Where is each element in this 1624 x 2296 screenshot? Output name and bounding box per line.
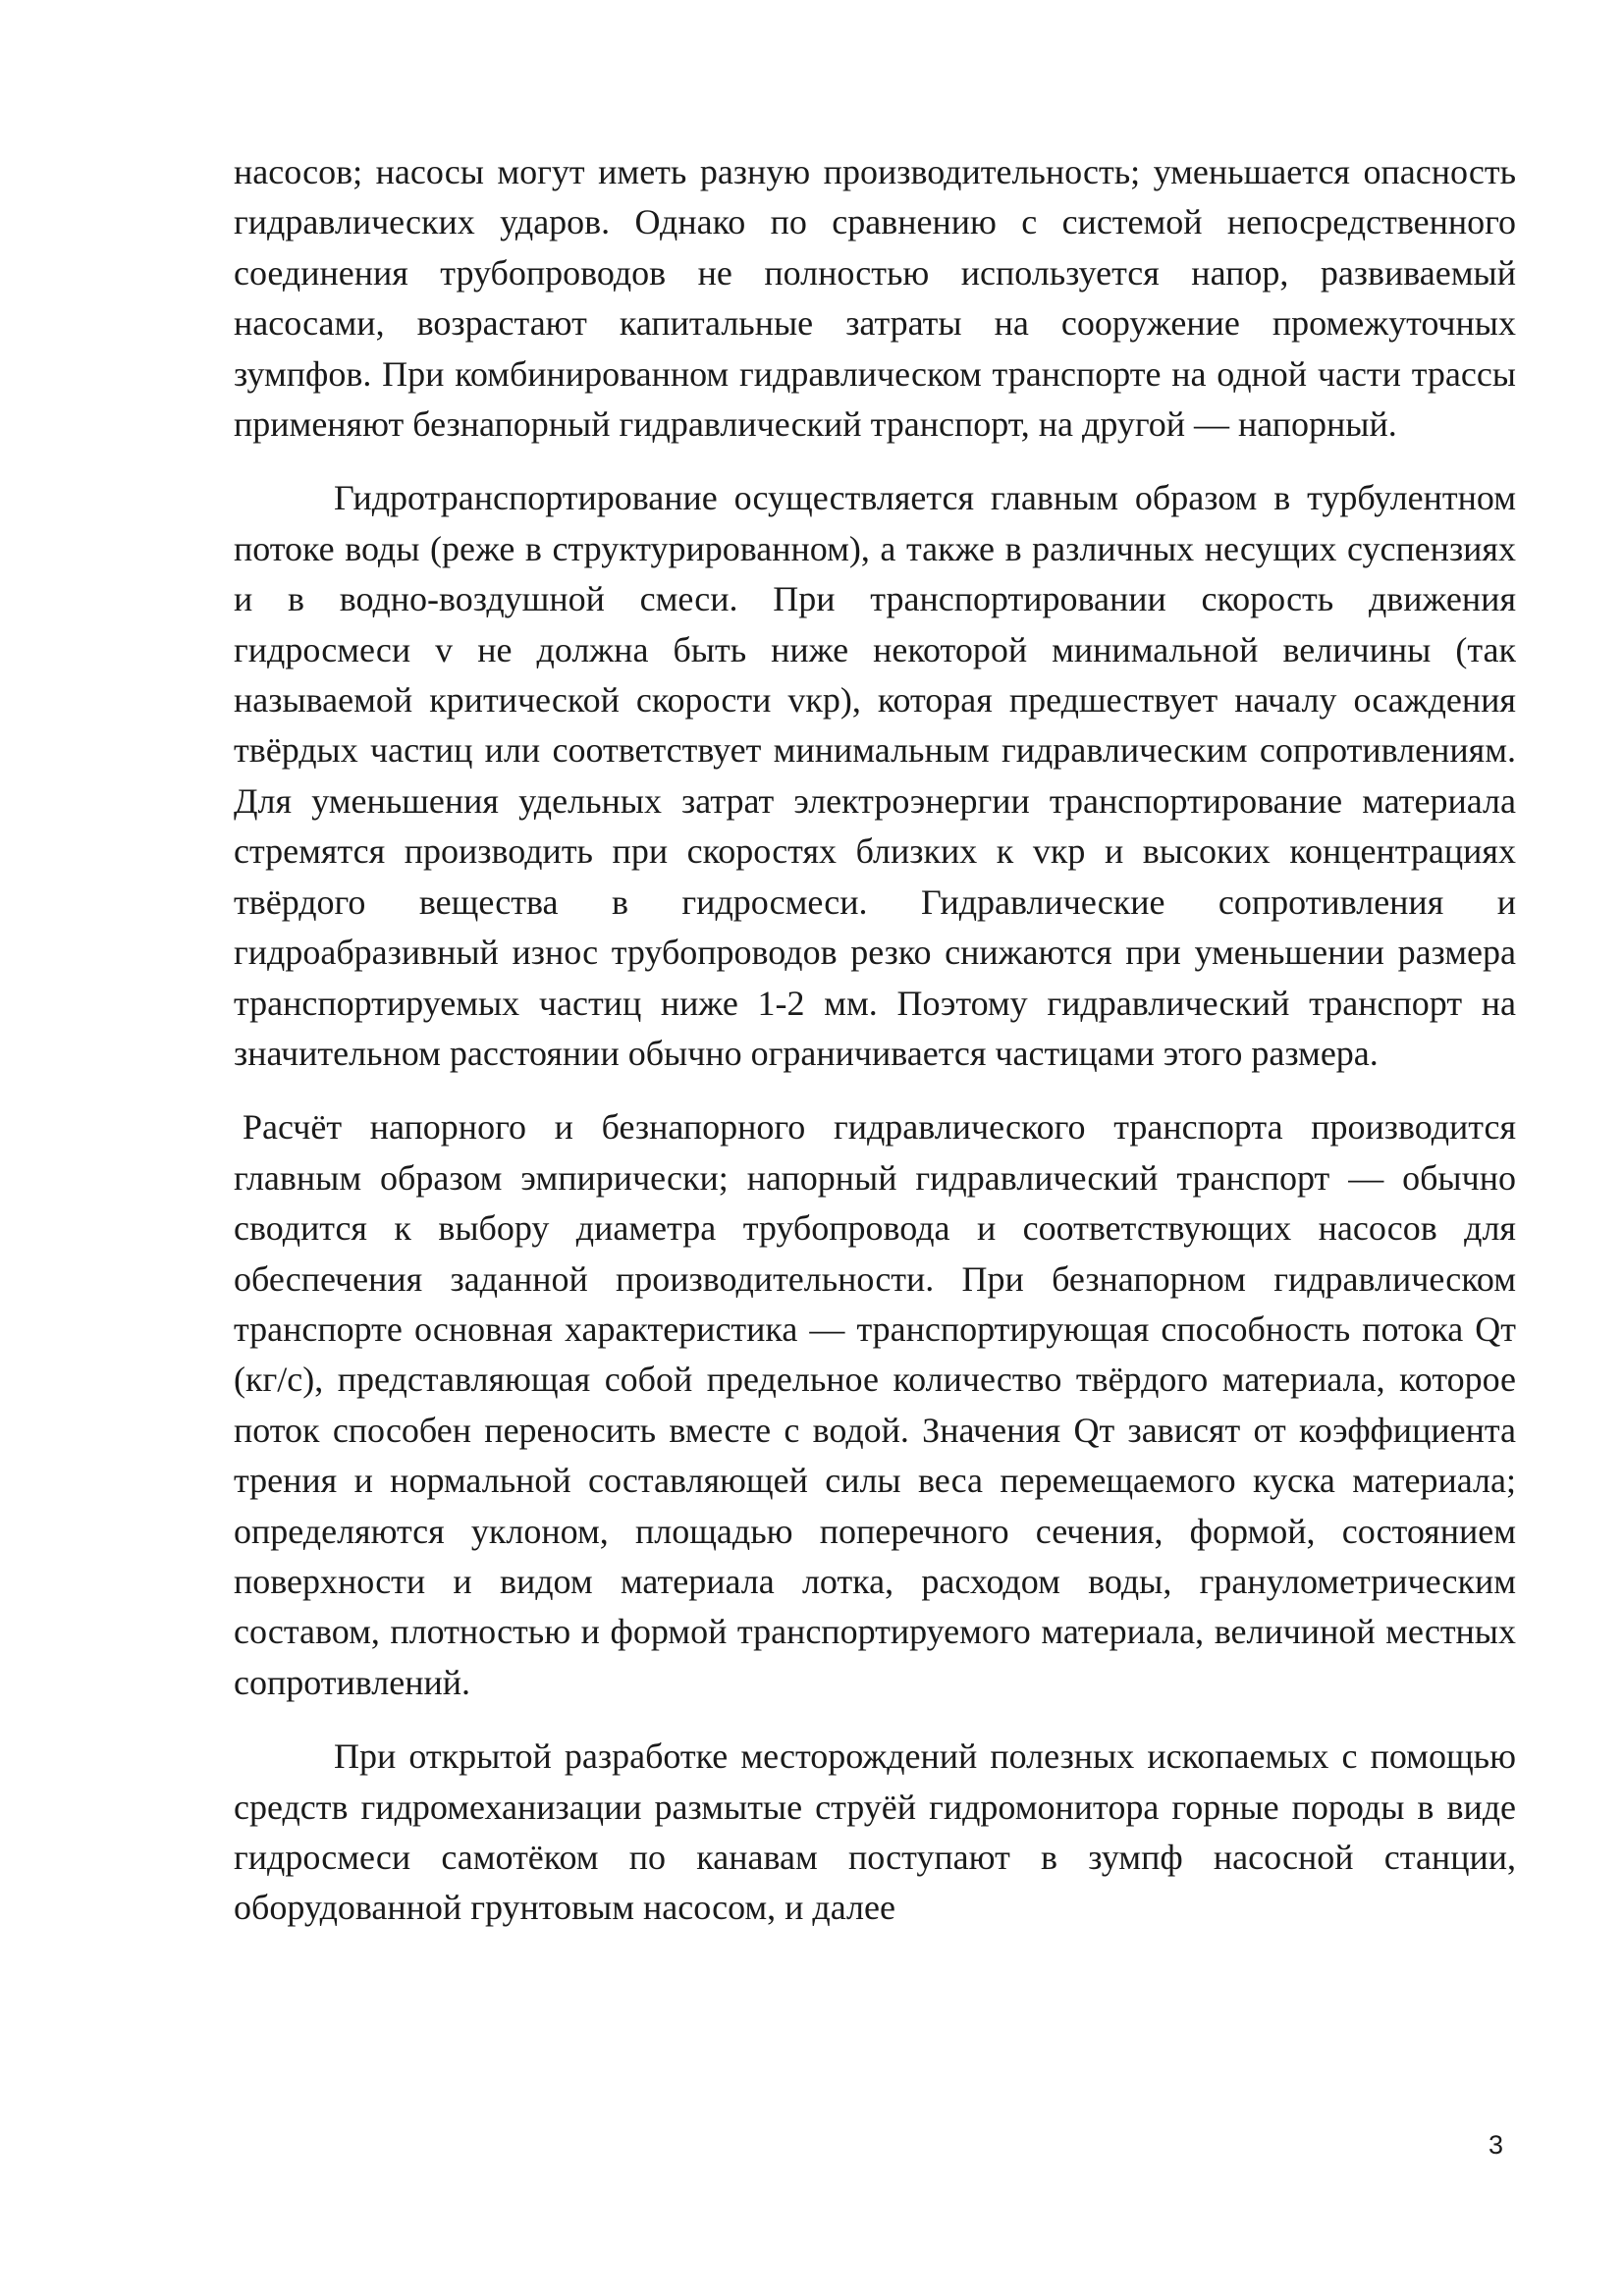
paragraph-hydrotransport: Гидротранспортирование осуществляется главным образом в турбулентном потоке воды (реже в структурированном), а также в различных несущих суспензиях и в водно-воздушной смеси. При транспортировании скорость движения гидросмеси v не должна быть ниже некоторой минимальной величины (так называемой критической скорости vкр), которая предшествует началу осаждения твёрдых частиц или соответствует минимальным гидравлическим сопротивлениям. Для уменьшения удельных затрат электроэнергии транспортирование материала стремятся производить при скоростях близких к vкр и высоких концентрациях твёрдого вещества в гидросмеси. Гидравлические сопротивления и гидроабразивный износ трубопроводов резко снижаются при уменьшении размера транспортируемых частиц ниже 1-2 мм. Поэтому гидравлический транспорт на значительном расстоянии обычно ограничивается частицами этого размера. [234, 478, 1516, 1073]
paragraph-open-mining: При открытой разработке месторождений полезных ископаемых с помощью средств гидромеханизации размытые струёй гидромонитора горные породы в виде гидросмеси самотёком по канавам поступают в зумпф насосной станции, оборудованной грунтовым насосом, и далее [234, 1736, 1516, 1928]
document-page [234, 147, 1516, 1957]
page-number: 3 [1489, 2130, 1504, 2160]
paragraph-calculation: Расчёт напорного и безнапорного гидравлического транспорта производится главным образом эмпирически; напорный гидравлический транспорт — обычно сводится к выбору диаметра трубопровода и соответствующих насосов для обеспечения заданной производительности. При безнапорном гидравлическом транспорте основная характеристика — транспортирующая способность потока Qт (кг/с), представляющая собой предельное количество твёрдого материала, которое поток способен переносить вместе с водой. Значения Qт зависят от коэффициента трения и нормальной составляющей силы веса перемещаемого куска материала; определяются уклоном, площадью поперечного сечения, формой, состоянием поверхности и видом материала лотка, расходом воды, гранулометрическим составом, плотностью и формой транспортируемого материала, величиной местных сопротивлений. [234, 1107, 1516, 1702]
paragraph-continuation: насосов; насосы могут иметь разную производительность; уменьшается опасность гидравлических ударов. Однако по сравнению с системой непосредственного соединения трубопроводов не полностью используется напор, развиваемый насосами, возрастают капитальные затраты на сооружение промежуточных зумпфов. При комбинированном гидравлическом транспорте на одной части трассы применяют безнапорный гидравлический транспорт, на другой — напорный. [234, 152, 1516, 445]
